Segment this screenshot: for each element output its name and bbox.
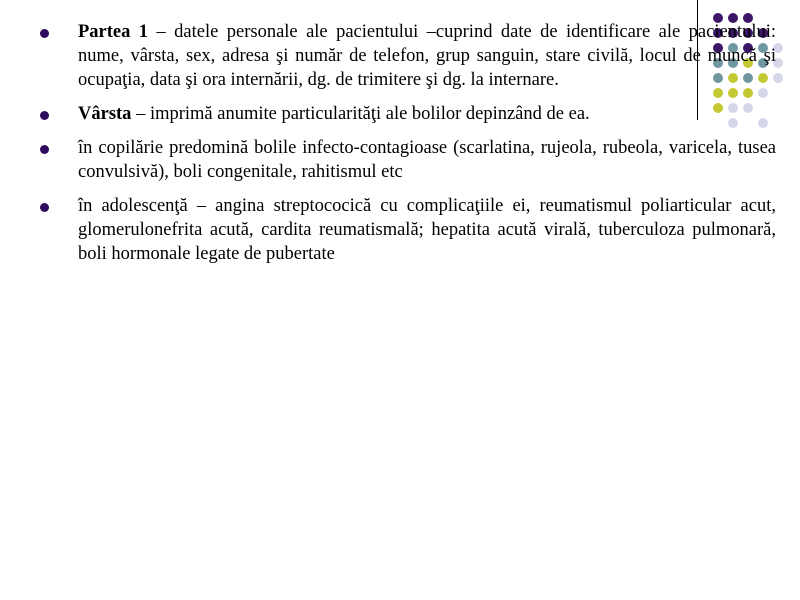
bullet-dot-icon xyxy=(40,29,49,38)
bullet-lead: Vârsta xyxy=(78,104,132,124)
bullet-lead: Partea 1 xyxy=(78,22,149,42)
bullet-dot-icon xyxy=(40,145,49,154)
bullet-list xyxy=(40,20,776,276)
bullet-text: în adolescenţă – angina streptococică cu complicaţiile ei, reumatismul poliarticular acut, glomerulonefrita acută, cardita reumatismală; hepatita acută virală, tuberculoza pulmonară, boli hormonale legate de pubertate xyxy=(78,196,776,264)
bullet-item-partea-1 xyxy=(40,20,776,92)
bullet-item-varsta xyxy=(40,102,776,126)
bullet-text: – datele personale ale pacientului –cuprind date de identificare ale pacientului: nume, vârsta, sex, adresa şi număr de telefon, grup sanguin, stare civilă, locul de muncă şi ocupaţia, data şi ora internării, dg. de trimitere şi dg. la internare. xyxy=(78,22,776,90)
bullet-text: – imprimă anumite particularităţi ale bolilor depinzând de ea. xyxy=(131,104,590,124)
bullet-dot-icon xyxy=(40,203,49,212)
bullet-item-copilarie xyxy=(40,136,776,184)
bullet-item-adolescenta xyxy=(40,194,776,266)
bullet-text: în copilărie predomină bolile infecto-contagioase (scarlatina, rujeola, rubeola, varicela, tusea convulsivă), boli congenitale, rahitismul etc xyxy=(78,138,776,182)
bullet-dot-icon xyxy=(40,111,49,120)
